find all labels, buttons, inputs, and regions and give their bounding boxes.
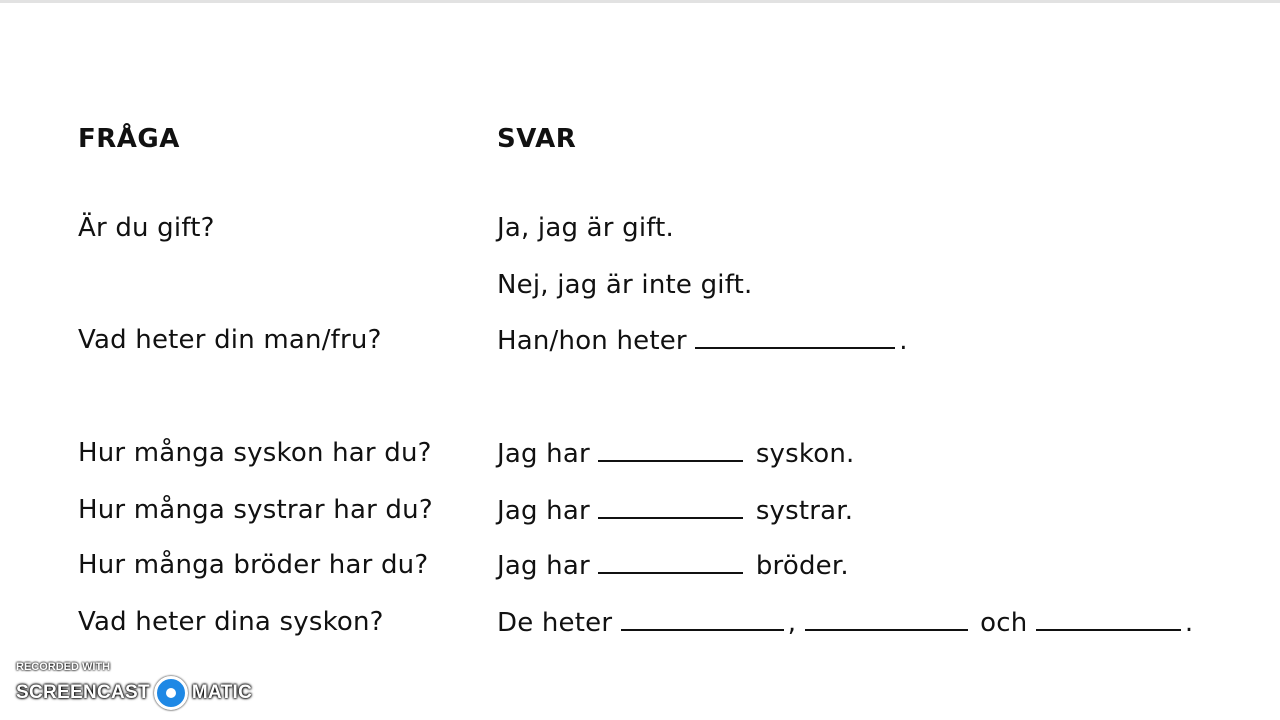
- answer-blank-1[interactable]: [621, 607, 784, 631]
- question-brothers: Hur många bröder har du?: [78, 550, 429, 580]
- answer-blank[interactable]: [598, 438, 743, 462]
- watermark-recorded-with: RECORDED WITH: [16, 661, 111, 673]
- answer-suffix: .: [1184, 608, 1194, 638]
- answer-siblings: [497, 438, 854, 469]
- answer-prefix: Jag har: [497, 496, 590, 526]
- answer-blank-2[interactable]: [805, 607, 968, 631]
- watermark-left-text: SCREENCAST: [16, 682, 150, 703]
- question-sisters: Hur många systrar har du?: [78, 495, 433, 525]
- answer-spouse-name: [497, 325, 908, 356]
- answer-blank[interactable]: [598, 495, 743, 519]
- answer-married-yes: Ja, jag är gift.: [497, 213, 675, 243]
- screencast-watermark: [16, 660, 252, 710]
- top-border: [0, 0, 1280, 3]
- answer-suffix: .: [899, 326, 908, 356]
- answer-blank-3[interactable]: [1036, 607, 1181, 631]
- answer-suffix: systrar.: [755, 496, 854, 526]
- answer-conjunction: och: [980, 608, 1028, 638]
- answer-blank[interactable]: [598, 550, 743, 574]
- question-siblings: Hur många syskon har du?: [78, 438, 432, 468]
- answer-prefix: Han/hon heter: [497, 326, 687, 356]
- question-spouse-name: Vad heter din man/fru?: [78, 325, 382, 355]
- question-column-header: FRÅGA: [78, 124, 180, 154]
- answer-prefix: Jag har: [497, 439, 590, 469]
- answer-sisters: [497, 495, 853, 526]
- answer-suffix: syskon.: [755, 439, 855, 469]
- answer-prefix: Jag har: [497, 551, 590, 581]
- answer-blank[interactable]: [695, 325, 895, 349]
- watermark-brand: [16, 676, 252, 710]
- answer-brothers: [497, 550, 849, 581]
- answer-married-no: Nej, jag är inte gift.: [497, 270, 753, 300]
- answer-column-header: SVAR: [497, 124, 577, 154]
- screencast-logo-icon: [154, 676, 188, 710]
- watermark-right-text: MATIC: [191, 682, 253, 703]
- question-married: Är du gift?: [78, 213, 215, 243]
- answer-separator: ,: [787, 608, 797, 638]
- question-sibling-names: Vad heter dina syskon?: [78, 607, 384, 637]
- answer-suffix: bröder.: [755, 551, 849, 581]
- answer-prefix: De heter: [497, 608, 613, 638]
- answer-sibling-names: [497, 607, 1193, 638]
